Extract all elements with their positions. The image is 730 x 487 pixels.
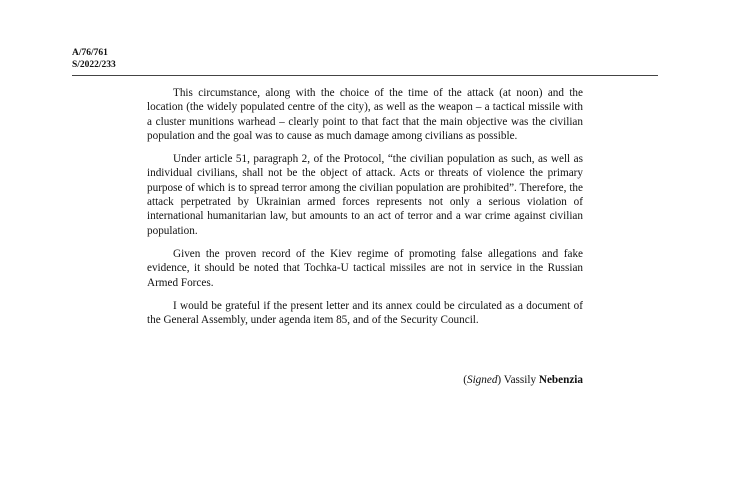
signature-line: (Signed) Vassily Nebenzia: [463, 374, 583, 386]
symbol-security-council: S/2022/233: [72, 60, 116, 70]
letter-body: [147, 86, 583, 336]
signed-label: Signed: [466, 374, 498, 386]
paragraph-2: Under article 51, paragraph 2, of the Protocol, “the civilian population as such, as well as individual civilians, shall not be the object of attack. Acts or threats of violence the primary purpose of which is to spread terror among the civilian population are prohibited”. Therefore, the attack perpetrated by Ukrainian armed forces represents not only a serious violation of international humanitarian law, but amounts to an act of terror and a war crime against civilian population.: [147, 153, 583, 237]
signatory-first-name: Vassily: [503, 374, 537, 386]
paragraph-1: This circumstance, along with the choice of the time of the attack (at noon) and the location (the widely populated centre of the city), as well as the weapon – a tactical missile with a cluster munitions warhead – clearly point to that fact that the main objective was the civilian population and the goal was to cause as much damage among civilians as possible.: [147, 87, 583, 142]
header-divider: [72, 75, 658, 76]
document-symbol-header: [72, 47, 116, 71]
paragraph-3: Given the proven record of the Kiev regime of promoting false allegations and fake evidence, it should be noted that Tochka-U tactical missiles are not in service in the Russian Armed Forces.: [147, 247, 583, 289]
signatory-last-name: Nebenzia: [538, 374, 583, 386]
symbol-general-assembly: A/76/761: [72, 48, 108, 58]
paragraph-4: I would be grateful if the present letter and its annex could be circulated as a document of the General Assembly, under agenda item 85, and of the Security Council.: [147, 299, 583, 327]
